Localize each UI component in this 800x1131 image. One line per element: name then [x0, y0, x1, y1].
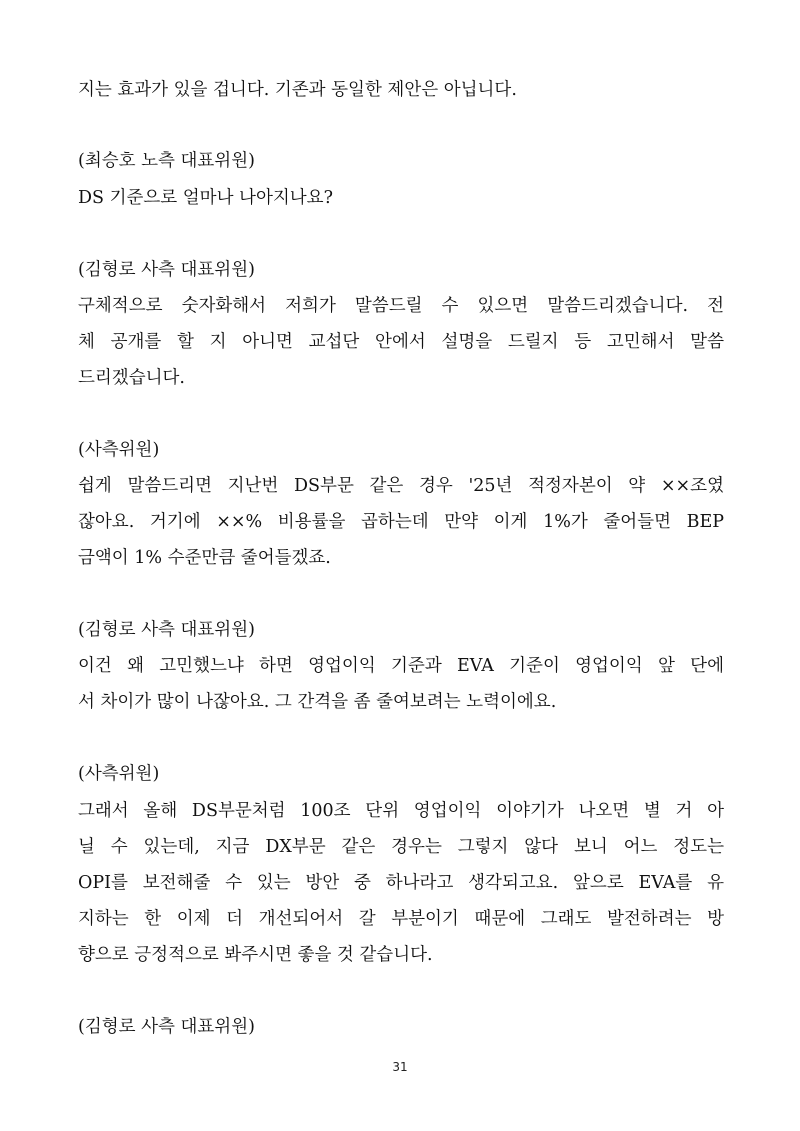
body-line: 드리겠습니다. — [78, 368, 185, 388]
speaker-label: (최승호 노측 대표위원) — [78, 151, 255, 171]
body-line: 금액이 1% 수준만큼 줄어들겠죠. — [78, 548, 331, 568]
speaker-label: (사측위원) — [78, 764, 160, 784]
speaker-label: (김형로 사측 대표위원) — [78, 260, 255, 280]
body-line: 쉽게 말씀드리면 지난번 DS부문 같은 경우 '25년 적정자본이 약 ××조였 — [78, 476, 724, 496]
speaker-label: (김형로 사측 대표위원) — [78, 620, 255, 640]
body-line: 지하는 한 이제 더 개선되어서 갈 부분이기 때문에 그래도 발전하려는 방 — [78, 909, 724, 929]
body-line: DS 기준으로 얼마나 나아지나요? — [78, 188, 333, 208]
speaker-label: (김형로 사측 대표위원) — [78, 1017, 255, 1037]
body-line: OPI를 보전해줄 수 있는 방안 중 하나라고 생각되고요. 앞으로 EVA를 유 — [78, 873, 724, 893]
body-line: 닐 수 있는데, 지금 DX부문 같은 경우는 그렇지 않다 보니 어느 정도는 — [78, 837, 724, 857]
body-line: 서 차이가 많이 나잖아요. 그 간격을 좀 줄여보려는 노력이에요. — [78, 692, 557, 712]
body-line: 체 공개를 할 지 아니면 교섭단 안에서 설명을 드릴지 등 고민해서 말씀 — [78, 332, 724, 352]
body-line: 잖아요. 거기에 ××% 비용률을 곱하는데 만약 이게 1%가 줄어들면 BEP — [78, 512, 724, 532]
body-line: 구체적으로 숫자화해서 저희가 말씀드릴 수 있으면 말씀드리겠습니다. 전 — [78, 296, 724, 316]
body-line: 그래서 올해 DS부문처럼 100조 단위 영업이익 이야기가 나오면 별 거 아 — [78, 801, 724, 821]
body-line: 향으로 긍정적으로 봐주시면 좋을 것 같습니다. — [78, 945, 433, 965]
page-number: 31 — [392, 1060, 408, 1074]
speaker-label: (사측위원) — [78, 440, 160, 460]
body-line: 이건 왜 고민했느냐 하면 영업이익 기준과 EVA 기준이 영업이익 앞 단에 — [78, 656, 724, 676]
body-line: 지는 효과가 있을 겁니다. 기존과 동일한 제안은 아닙니다. — [78, 80, 517, 100]
